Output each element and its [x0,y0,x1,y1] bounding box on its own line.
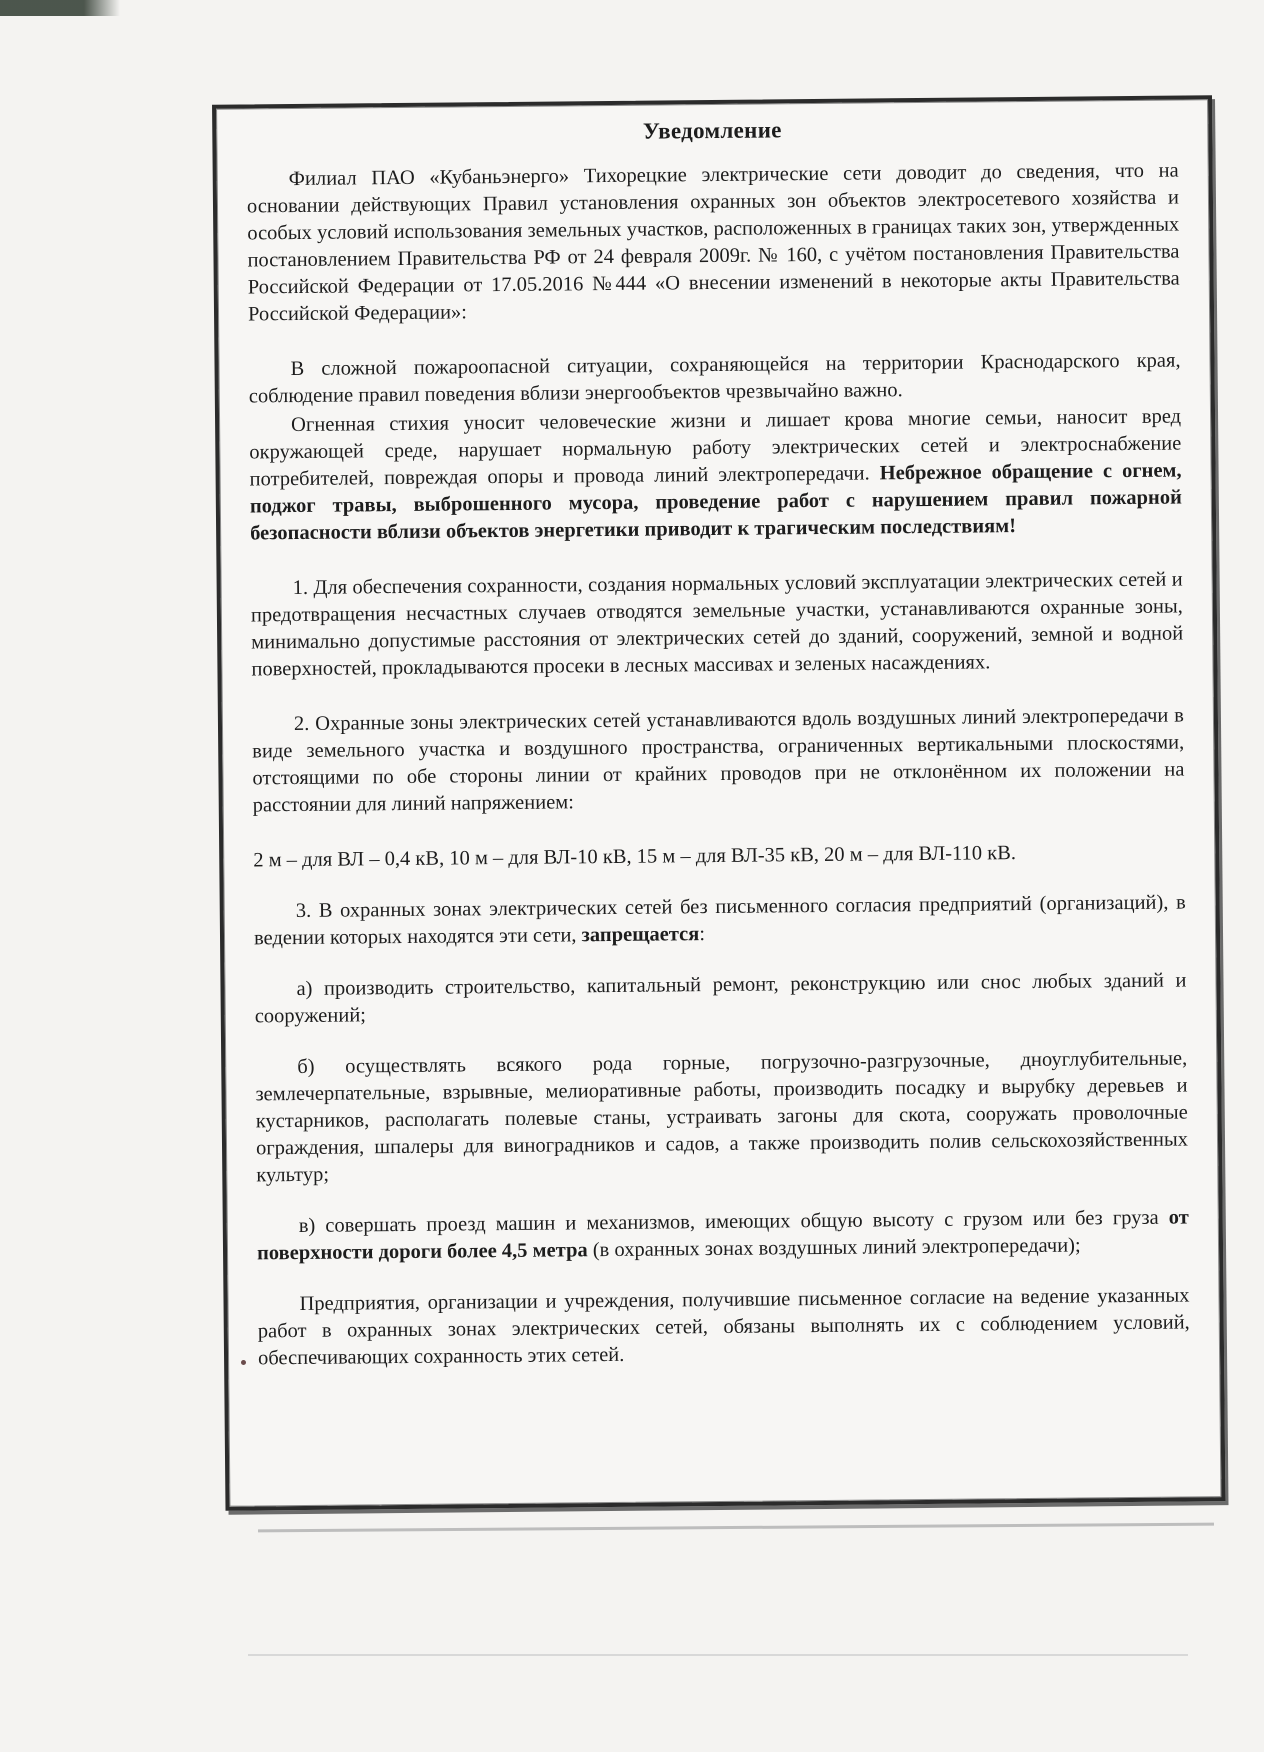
scan-line [258,1523,1214,1533]
item-v-height: от поверхности дороги более 4,5 метра [256,1206,1189,1265]
intro-paragraph: Филиал ПАО «Кубаньэнерго» Тихорецкие электрические сети доводит до сведения, что на основании действующих Правил установления охранных зон объектов электросетевого хозяйства и особых условий использования земельных участков, расположенных в границах таких зон, утвержденных постановлением Правительства РФ от 24 февраля 2009г. № 160, с учётом постановления Правительства Российской Федерации от 17.05.2016 №444 «О внесении изменений в некоторые акты Правительства Российской Федерации»: [246,159,1180,326]
closing-paragraph: Предприятия, организации и учреждения, получившие письменное согласие на ведение указанных работ в охранных зонах электрических сетей, обязаны выполнять их с соблюдением условий, обеспечивающих сохранность этих сетей. [257,1284,1190,1370]
item-a-paragraph: а) производить строительство, капитальный ремонт, реконструкцию или снос любых зданий и сооружений; [254,969,1187,1028]
item-v-text: в) совершать проезд машин и механизмов, имеющих общую высоту с грузом или без груза [298,1206,1159,1238]
item-b-paragraph: б) осуществлять всякого рода горные, погрузочно-разгрузочные, дноуглубительные, землечерпательные, взрывные, мелиоративные работы, производить посадку и вырубку деревьев и кустарников, располагать полевые станы, устраивать загоны для скота, сооружать проволочные ограждения, шпалеры для виноградников и садов, а также производить полив сельскохозяйственных культур; [255,1047,1189,1187]
scan-edge-mark [0,0,120,16]
item-v-paragraph [257,1204,1189,1267]
item-2-paragraph: 2. Охранные зоны электрических сетей устанавливаются вдоль воздушных линий электропередачи в виде земельного участка и воздушного пространства, ограниченных вертикальными плоскостями, отстоящими по обе стороны линии от крайних проводов при не отклонённом их положении на расстоянии для линий напряжением: [252,704,1185,817]
notice-frame [212,95,1225,1511]
fire-warning-text: Небрежное обращение с огнем, поджог травы, выброшенного мусора, проведение работ с нарушением правил пожарной безопасности вблизи объектов энергетики приводит к трагическим последствиям! [249,459,1182,545]
fire-situation-paragraph: В сложной пожароопасной ситуации, сохраняющейся на территории Краснодарского края, соблюдение правил поведения вблизи энергообъектов чрезвычайно важно. [248,349,1181,408]
item-3-prohibited: запрещается [581,923,700,947]
item-3-paragraph [254,889,1186,952]
fire-consequences-text: Огненная стихия уносит человеческие жизни и лишает крова многие семьи, наносит вред окружающей среде, нарушает нормальную работу электрических сетей и электроснабжение потребителей, повреждая опоры и провода линий электропередачи. [249,405,1182,491]
item-3-colon: : [699,923,706,946]
scan-dot [241,1360,246,1365]
notice-title: Уведомление [642,117,782,144]
scan-line-faint [248,1654,1188,1656]
item-v-tail: (в охранных зонах воздушных линий электропередачи); [592,1234,1081,1262]
distances-paragraph: 2 м – для ВЛ – 0,4 кВ, 10 м – для ВЛ-10 кВ, 15 м – для ВЛ-35 кВ, 20 м – для ВЛ-110 кВ. [253,842,1017,872]
item-1-paragraph: 1. Для обеспечения сохранности, создания нормальных условий эксплуатации электрических сетей и предотвращения несчастных случаев отводятся земельные участки, устанавливаются охранные зоны, минимально допустимые расстояния от электрических сетей до зданий, сооружений, земной и водной поверхностей, прокладываются просеки в лесных массивах и зеленых насаждениях. [250,568,1184,681]
item-3-text: 3. В охранных зонах электрических сетей без письменного согласия предприятий (организаций), в ведении которых находятся эти сети, [253,891,1186,950]
fire-paragraph [249,404,1182,548]
